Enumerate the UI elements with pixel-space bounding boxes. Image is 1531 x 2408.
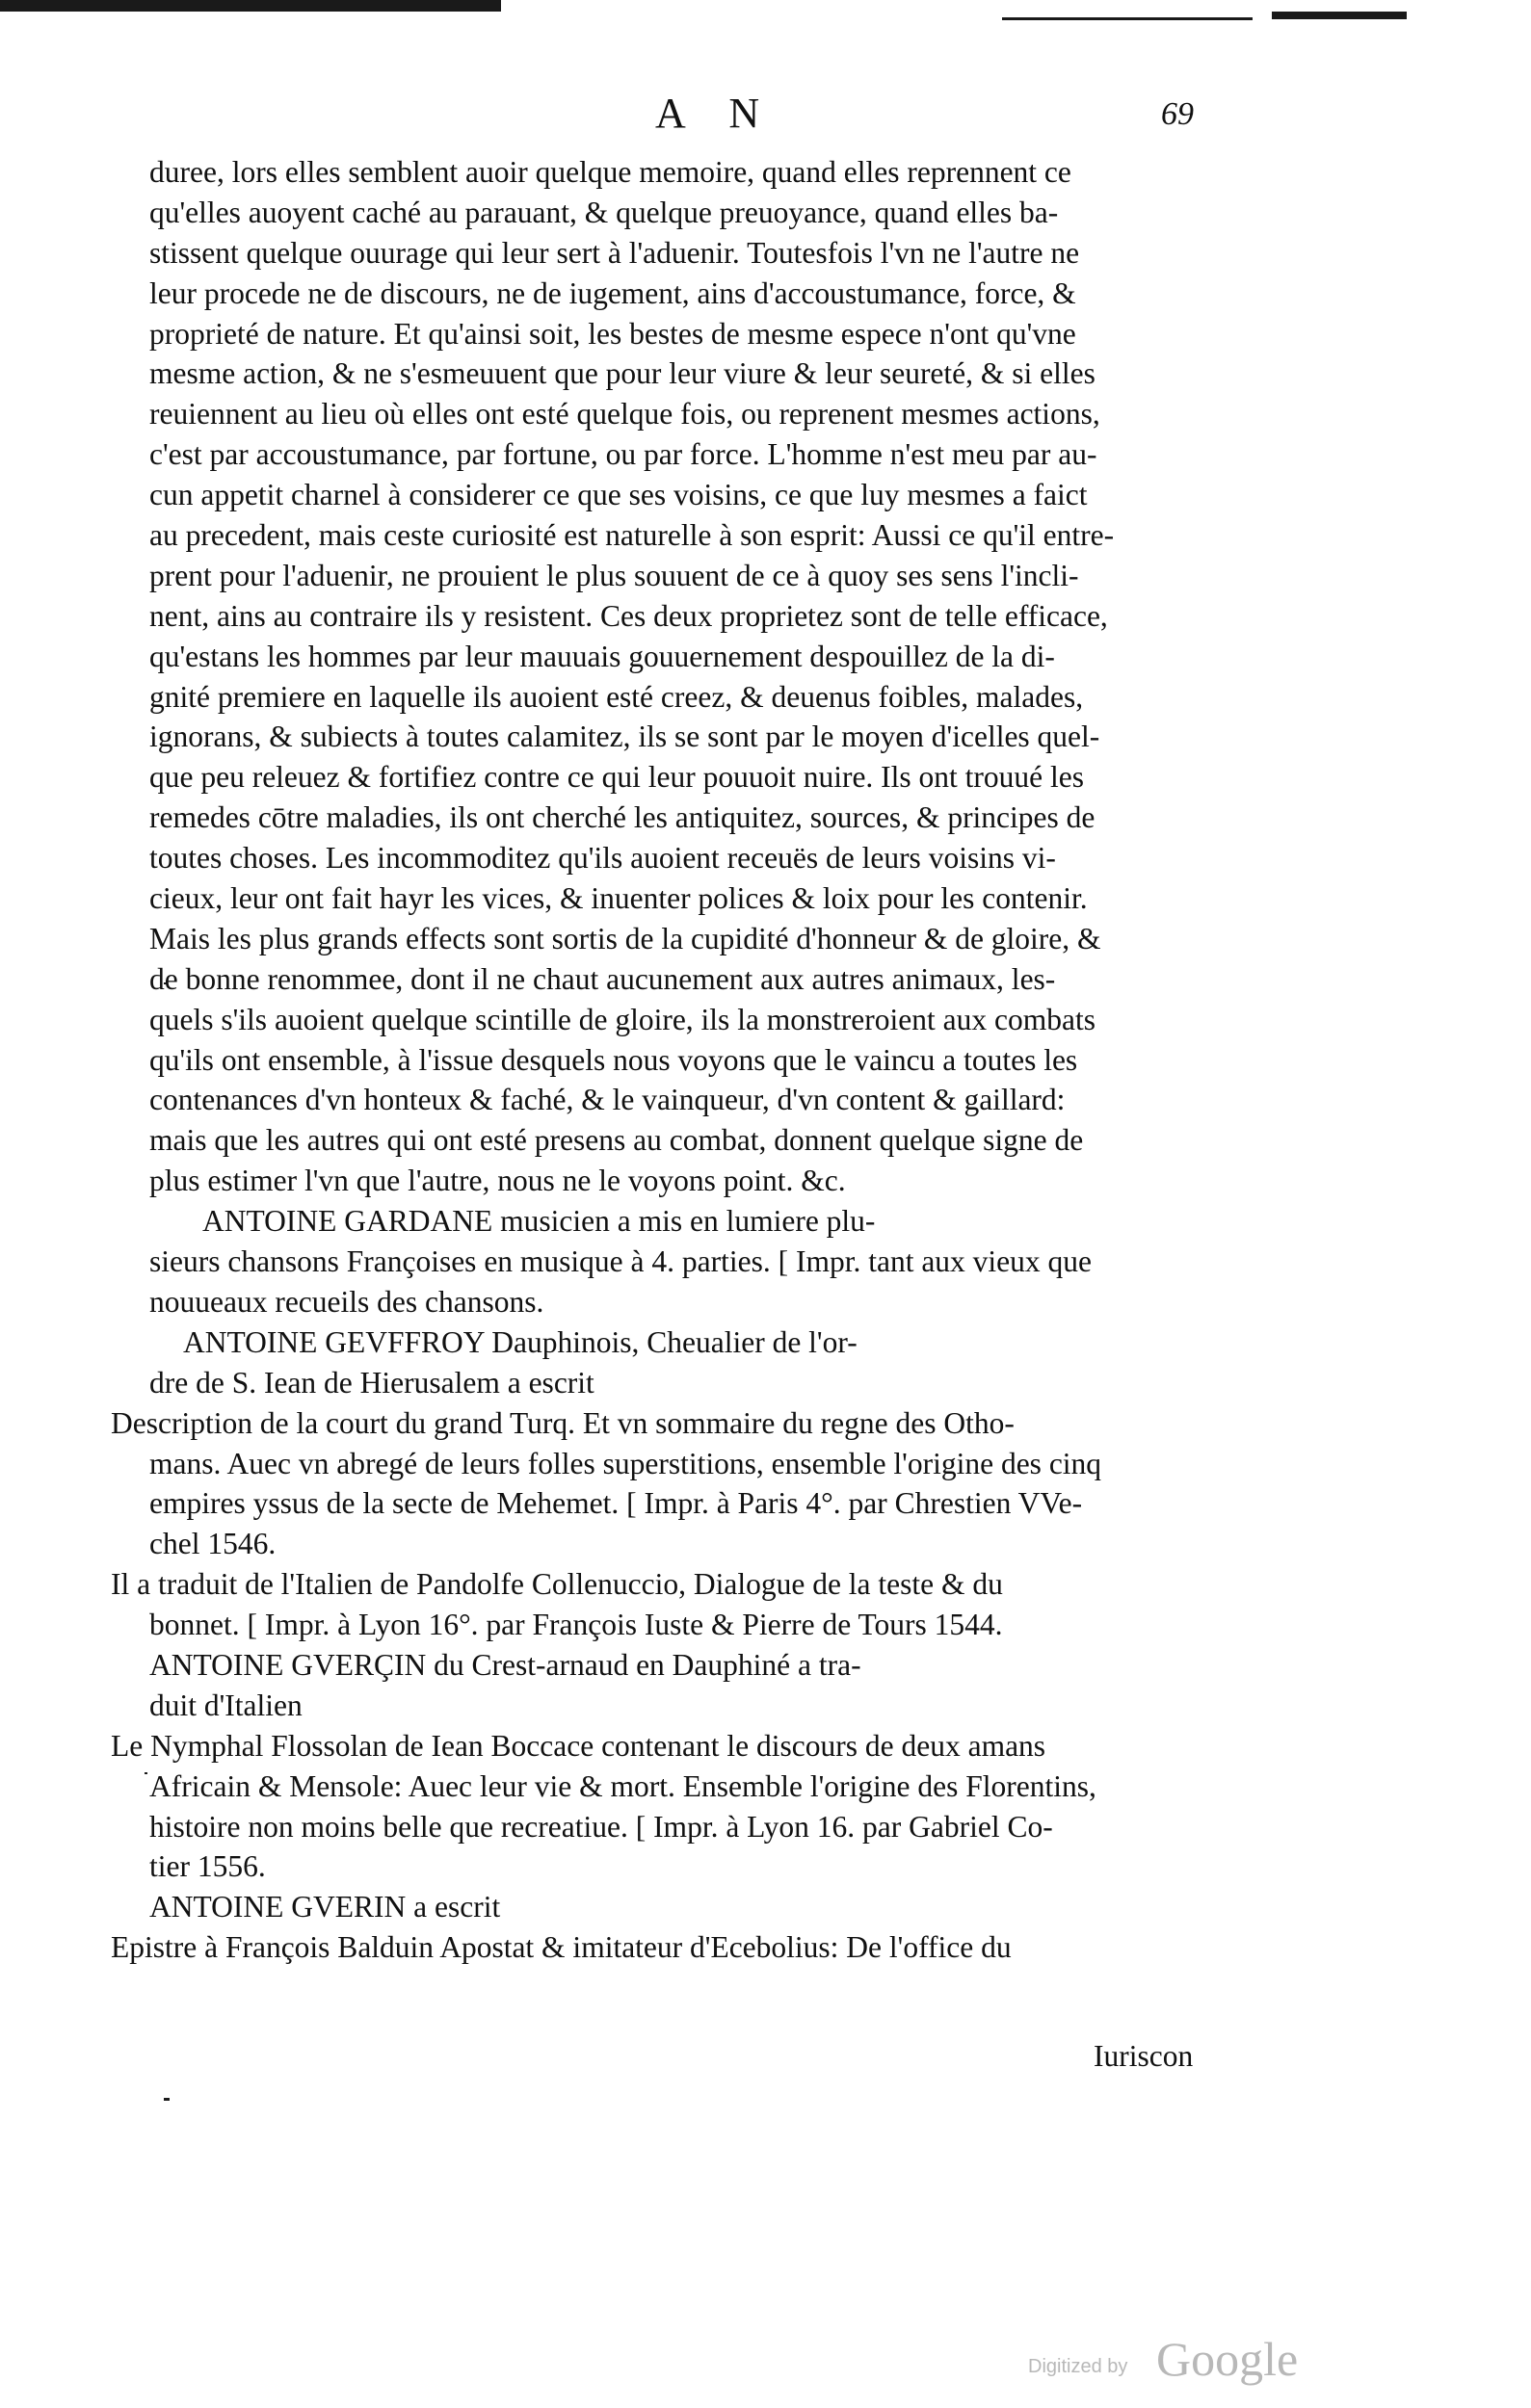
page-number: 69 [1161, 96, 1194, 132]
text-line: leur procede ne de discours, ne de iugement, ains d'accoustumance, force, & [149, 275, 1076, 310]
text-line: Epistre à François Balduin Apostat & imitateur d'Ecebolius: De l'office du [111, 1930, 1012, 1965]
text-line: histoire non moins belle que recreatiue. [ Impr. à Lyon 16. par Gabriel Co- [149, 1809, 1053, 1844]
text-line: cun appetit charnel à considerer ce que ses voisins, ce que luy mesmes a faict [149, 478, 1088, 512]
catchword: Iuriscon [1094, 2039, 1194, 2073]
text-line: qu'ils ont ensemble, à l'issue desquels nous voyons que le vaincu a toutes les [149, 1042, 1078, 1077]
text-line: qu'elles auoyent caché au parauant, & quelque preuoyance, quand elles ba- [149, 195, 1059, 229]
google-logo: Google [1156, 2332, 1299, 2386]
scan-artifact [164, 2098, 170, 2101]
text-line: gnité premiere en laquelle ils auoient esté creez, & deuenus foibles, malades, [149, 679, 1084, 714]
text-line: mesme action, & ne s'esmeuuent que pour leur viure & leur seureté, & si elles [149, 356, 1095, 391]
text-line: tier 1556. [149, 1849, 266, 1884]
text-line: que peu releuez & fortifiez contre ce qui leur pouuoit nuire. Ils ont trouué les [149, 760, 1085, 795]
text-line: au precedent, mais ceste curiosité est naturelle à son esprit: Aussi ce qu'il entre- [149, 518, 1115, 553]
digitized-by-label: Digitized by [1028, 2356, 1128, 2377]
text-line: duit d'Italien [149, 1688, 303, 1722]
text-line: Le Nymphal Flossolan de Iean Boccace contenant le discours de deux amans [111, 1728, 1046, 1763]
entry-heading: ANTOINE GVERIN a escrit [149, 1890, 501, 1924]
text-line: Africain & Mensole: Auec leur vie & mort. Ensemble l'origine des Florentins, [149, 1768, 1096, 1803]
text-line: Il a traduit de l'Italien de Pandolfe Collenuccio, Dialogue de la teste & du [111, 1567, 1003, 1602]
text-line: dre de S. Iean de Hierusalem a escrit [149, 1365, 594, 1400]
text-line: qu'estans les hommes par leur mauuais gouuernement despouillez de la di- [149, 639, 1055, 673]
text-line: remedes cōtre maladies, ils ont cherché les antiquitez, sources, & principes de [149, 800, 1095, 835]
scan-artifact [0, 0, 501, 12]
text-line: mais que les autres qui ont esté presens au combat, donnent quelque signe de [149, 1123, 1084, 1158]
scan-artifact [1002, 17, 1253, 20]
running-title: A N [655, 90, 778, 137]
text-line: c'est par accoustumance, par fortune, ou par force. L'homme n'est meu par au- [149, 437, 1097, 472]
entry-heading: ANTOINE GARDANE musicien a mis en lumiere plu- [202, 1204, 876, 1239]
text-line: toutes choses. Les incommoditez qu'ils auoient receuës de leurs voisins vi- [149, 841, 1056, 876]
text-line: Description de la court du grand Turq. Et vn sommaire du regne des Otho- [111, 1405, 1015, 1440]
entry-heading: ANTOINE GVERÇIN du Crest-arnaud en Dauphiné a tra- [149, 1647, 861, 1682]
text-line: stissent quelque ouurage qui leur sert à l'aduenir. Toutesfois l'vn ne l'autre ne [149, 235, 1080, 270]
text-line: prent pour l'aduenir, ne prouient le plus souuent de ce à quoy ses sens l'incli- [149, 558, 1079, 592]
text-line: cieux, leur ont fait hayr les vices, & inuenter polices & loix pour les contenir. [149, 881, 1088, 916]
text-line: de bonne renommee, dont il ne chaut aucunement aux autres animaux, les- [149, 961, 1056, 996]
text-line: nouueaux recueils des chansons. [149, 1284, 544, 1319]
page-body [111, 152, 1267, 1968]
text-line: nent, ains au contraire ils y resistent. Ces deux proprietez sont de telle efficace, [149, 598, 1108, 633]
text-line: empires yssus de la secte de Mehemet. [ Impr. à Paris 4°. par Chrestien VVe- [149, 1486, 1083, 1521]
text-line: duree, lors elles semblent auoir quelque memoire, quand elles reprennent ce [149, 155, 1071, 189]
text-line: reuiennent au lieu où elles ont esté quelque fois, ou reprenent mesmes actions, [149, 397, 1100, 432]
text-line: sieurs chansons Françoises en musique à 4. parties. [ Impr. tant aux vieux que [149, 1244, 1093, 1279]
entry-heading: ANTOINE GEVFFROY Dauphinois, Cheualier de l'or- [183, 1324, 858, 1359]
text-line: proprieté de nature. Et qu'ainsi soit, les bestes de mesme espece n'ont qu'vne [149, 316, 1076, 351]
running-head [0, 89, 1531, 146]
text-line: Mais les plus grands effects sont sortis de la cupidité d'honneur & de gloire, & [149, 921, 1101, 955]
text-line: contenances d'vn honteux & faché, & le vainqueur, d'vn content & gaillard: [149, 1083, 1066, 1117]
text-line: mans. Auec vn abregé de leurs folles superstitions, ensemble l'origine des cinq [149, 1446, 1102, 1480]
text-line: ignorans, & subiects à toutes calamitez, ils se sont par le moyen d'icelles quel- [149, 720, 1100, 754]
text-line: quels s'ils auoient quelque scintille de gloire, ils la monstreroient aux combats [149, 1002, 1095, 1036]
scan-artifact [1272, 12, 1407, 19]
text-line: chel 1546. [149, 1527, 277, 1561]
text-line: bonnet. [ Impr. à Lyon 16°. par François Iuste & Pierre de Tours 1544. [149, 1608, 1003, 1642]
text-line: plus estimer l'vn que l'autre, nous ne le voyons point. &c. [149, 1164, 846, 1198]
